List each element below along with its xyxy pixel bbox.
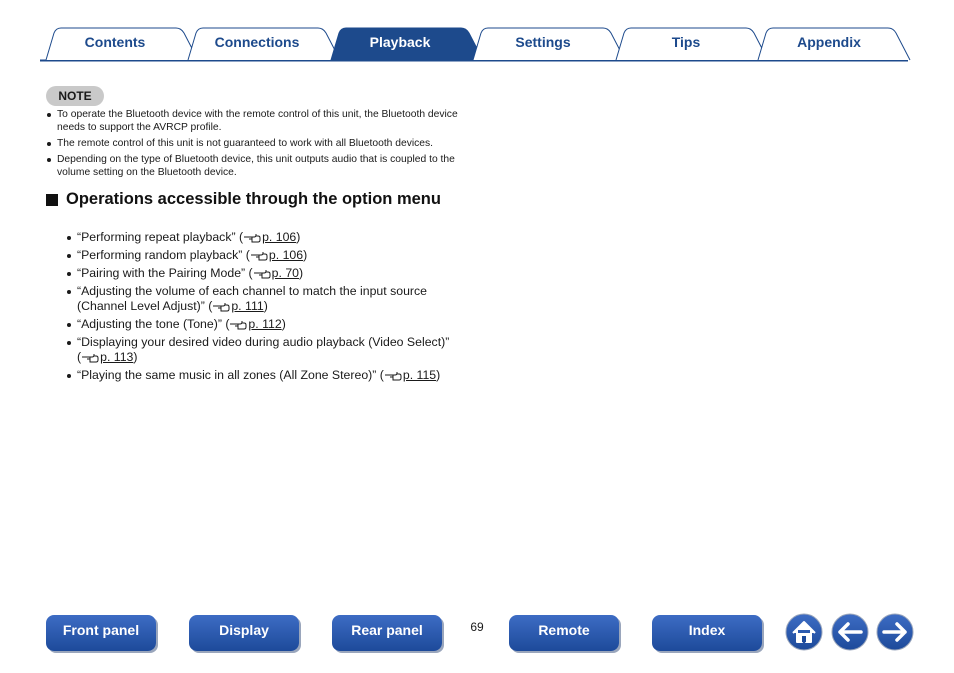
pointing-hand-icon	[253, 268, 271, 279]
tab-tips[interactable]: Tips	[671, 34, 701, 50]
arrow-right-icon	[876, 613, 914, 651]
item-tail: )	[436, 368, 441, 382]
pointing-hand-icon	[212, 301, 230, 312]
page-ref-link[interactable]	[253, 266, 299, 280]
item-tail: )	[281, 317, 286, 331]
list-item	[66, 266, 456, 281]
home-button[interactable]	[785, 613, 823, 651]
pointing-hand-icon	[384, 370, 402, 381]
page-ref: p. 115	[402, 368, 437, 382]
item-text: “Displaying your desired video during audio playback (Video Select)” (	[77, 335, 450, 364]
item-text: “Performing repeat playback” (	[77, 230, 244, 244]
note-item: Depending on the type of Bluetooth device, this unit outputs audio that is coupled to the volume setting on the Bluetooth device.	[46, 153, 466, 179]
item-tail: )	[303, 248, 308, 262]
tab-playback[interactable]: Playback	[369, 34, 431, 50]
item-text: “Performing random playback” (	[77, 248, 250, 262]
note-list	[46, 108, 466, 182]
tab-settings[interactable]: Settings	[515, 34, 571, 50]
page-ref-link[interactable]	[212, 299, 263, 313]
section-title: Operations accessible through the option menu	[66, 190, 441, 208]
page-ref: p. 111	[231, 299, 264, 313]
page-ref-link[interactable]	[81, 350, 133, 364]
pointing-hand-icon	[229, 319, 247, 330]
list-item	[66, 335, 456, 365]
page-ref: p. 106	[262, 230, 297, 244]
remote-button[interactable]: Remote	[509, 615, 619, 651]
page-ref: p. 112	[248, 317, 282, 331]
note-badge: NOTE	[46, 86, 104, 106]
item-text: “Adjusting the tone (Tone)” (	[77, 317, 230, 331]
page-number: 69	[470, 620, 484, 634]
item-text: “Pairing with the Pairing Mode” (	[77, 266, 253, 280]
arrow-left-icon	[831, 613, 869, 651]
list-item	[66, 284, 456, 314]
page-ref-link[interactable]	[243, 230, 296, 244]
page-ref-link[interactable]	[384, 368, 436, 382]
page-ref: p. 113	[100, 350, 134, 364]
index-button[interactable]: Index	[652, 615, 762, 651]
section-heading	[46, 192, 446, 208]
rear-panel-button[interactable]: Rear panel	[332, 615, 442, 651]
heading-square-icon	[46, 194, 58, 206]
tab-appendix[interactable]: Appendix	[797, 34, 861, 50]
item-tail: )	[133, 350, 138, 364]
item-text: “Playing the same music in all zones (All Zone Stereo)” (	[77, 368, 384, 382]
item-tail: )	[299, 266, 304, 280]
page-ref: p. 106	[268, 248, 304, 262]
page-ref: p. 70	[271, 266, 300, 280]
front-panel-button[interactable]: Front panel	[46, 615, 156, 651]
item-tail: )	[296, 230, 301, 244]
list-item	[66, 368, 456, 383]
list-item	[66, 317, 456, 332]
pointing-hand-icon	[81, 352, 99, 363]
tab-contents[interactable]: Contents	[84, 34, 146, 50]
tab-bar	[0, 0, 954, 64]
item-tail: )	[263, 299, 268, 313]
forward-button[interactable]	[876, 613, 914, 651]
list-item	[66, 248, 456, 263]
note-item: The remote control of this unit is not guaranteed to work with all Bluetooth devices.	[46, 137, 466, 150]
display-button[interactable]: Display	[189, 615, 299, 651]
home-icon	[785, 613, 823, 651]
tab-connections[interactable]: Connections	[214, 34, 300, 50]
tab-bar-graphic	[0, 0, 954, 64]
list-item	[66, 230, 456, 245]
item-text: “Adjusting the volume of each channel to match the input source (Channel Level Adjust)” (	[77, 284, 427, 313]
back-button[interactable]	[831, 613, 869, 651]
page-ref-link[interactable]	[229, 317, 281, 331]
pointing-hand-icon	[243, 232, 261, 243]
pointing-hand-icon	[250, 250, 268, 261]
note-item: To operate the Bluetooth device with the remote control of this unit, the Bluetooth device needs to support the AVRCP profile.	[46, 108, 466, 134]
operations-list	[66, 230, 456, 386]
page-ref-link[interactable]	[250, 248, 303, 262]
